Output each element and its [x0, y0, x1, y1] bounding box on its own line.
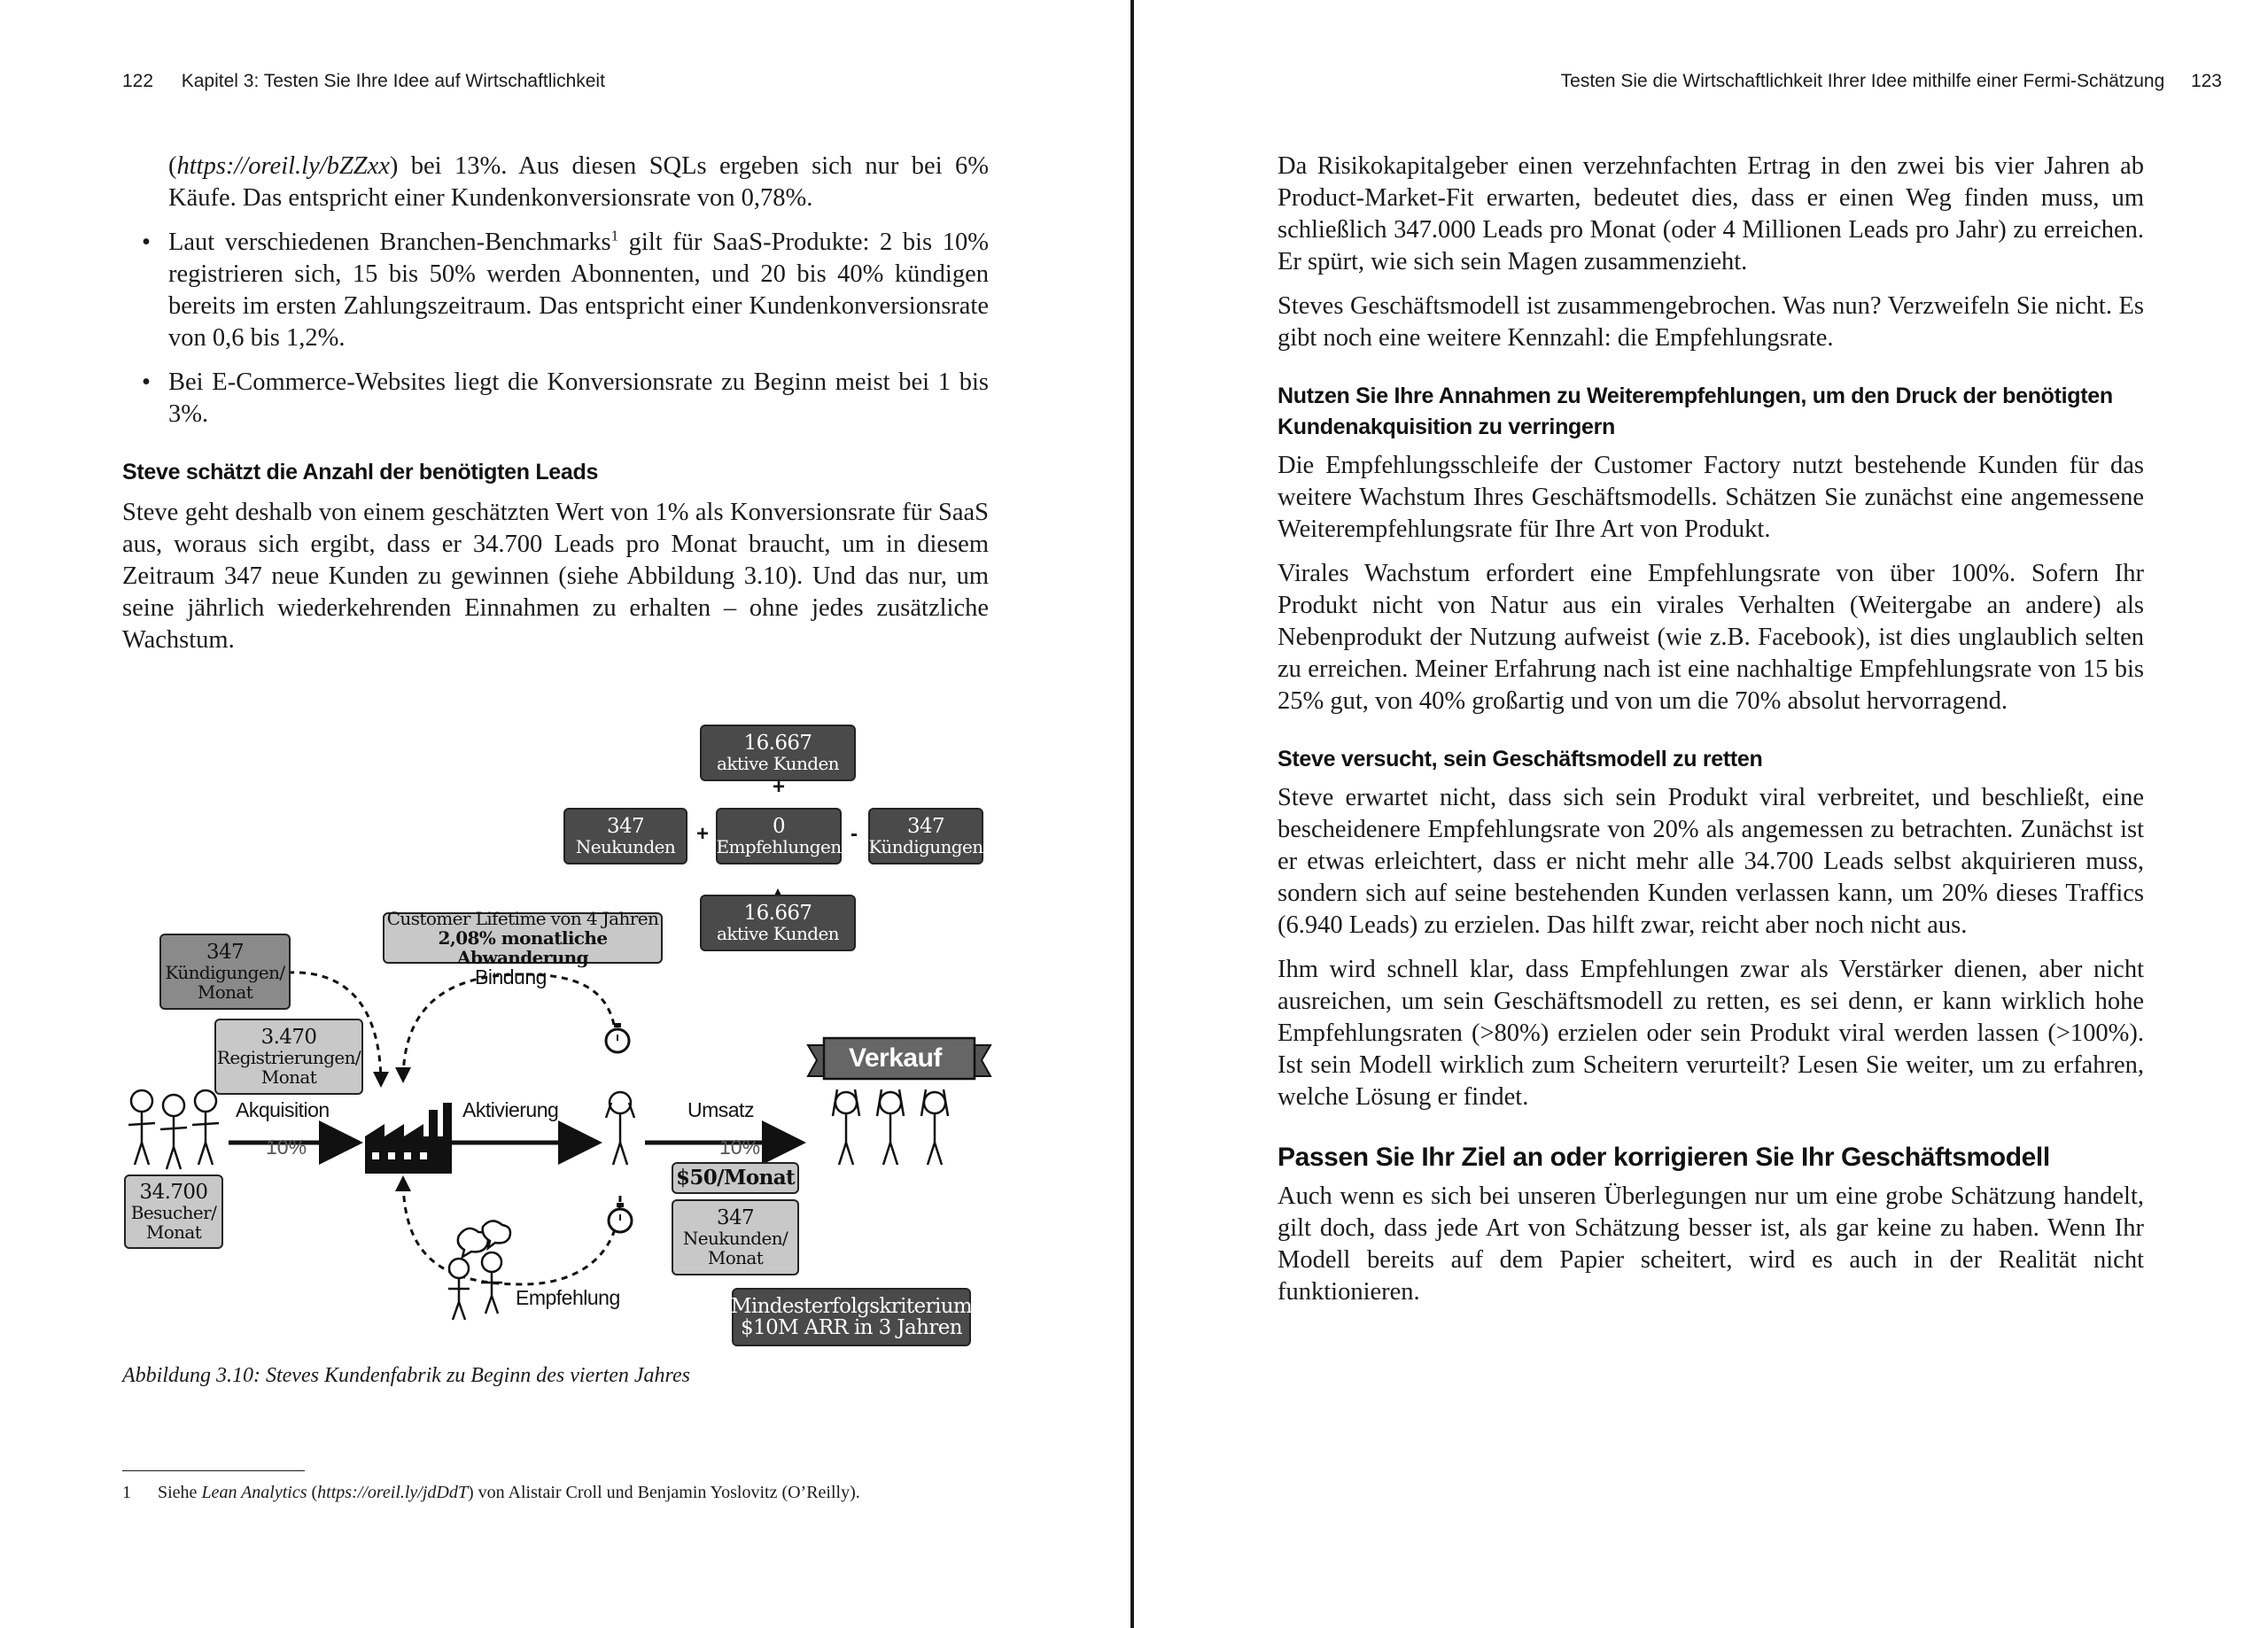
footnote-separator: [122, 1470, 305, 1471]
paragraph-leads: Steve geht deshalb von einem geschätzten Wert von 1% als Konversionsrate für SaaS aus, woraus sich ergibt, dass er 34.700 Leads pro Monat braucht, um in diesem Zeitraum 347 neue Kunden zu gewinnen (siehe Abbildung 3.10). Und das nur, um seine jährlich wiederkehrenden Einnahmen zu erhalten – ohne jedes zusätzliche Wachstum.: [122, 499, 989, 654]
referrals-label: Empfehlungen: [716, 836, 842, 857]
activated-user-icon: [606, 1092, 634, 1165]
footnote-paren: (: [307, 1483, 318, 1502]
retention-label: Bindung: [475, 965, 547, 988]
active-top-number: 16.667: [743, 732, 812, 755]
footnote-link[interactable]: https://oreil.ly/jdDdT: [317, 1483, 468, 1502]
paragraph-referral-loop: Die Empfehlungsschleife der Customer Factory nutzt bestehende Kunden für das weitere Wachstum Ihres Geschäftsmodells. Schätzen Sie zunächst eine angemessene Weiterempfehlungsrate für Ihre Art von Produkt.: [1278, 452, 2144, 543]
signups-box: [214, 1019, 363, 1095]
section-heading-rescue: Steve versucht, sein Geschäftsmodell zu retten: [1278, 747, 1763, 771]
paragraph-collapse: Steves Geschäftsmodell ist zusammengebrochen. Was nun? Verzweifeln Sie nicht. Es gibt noch eine weitere Kennzahl: die Empfehlungsrate.: [1278, 292, 2144, 352]
bullet-ecommerce: • Bei E-Commerce-Websites liegt die Konversionsrate zu Beginn meist bei 1 bis 3%.: [122, 367, 989, 430]
footnote-pre: Siehe: [158, 1483, 202, 1502]
referral-people-icon: [448, 1221, 510, 1320]
referrals-number: 0: [772, 815, 786, 838]
customers-icon: [833, 1089, 948, 1165]
active-bottom-number: 16.667: [743, 902, 812, 925]
referrals-box: [716, 808, 842, 864]
new-customers-month-box: [672, 1199, 799, 1275]
section-heading-referrals: Nutzen Sie Ihre Annahmen zu Weiterempfehlungen, um den Druck der benötigten Kundenakquisition zu verringern: [1278, 384, 2113, 439]
paragraph-amplifier: Ihm wird schnell klar, dass Empfehlungen zwar als Verstärker dienen, aber nicht ausreichen, um sein Geschäftsmodell zu retten, es sei denn, er kann wirklich hohe Empfehlungsraten (>80%) erzielen oder sein Produkt viral werden lassen (>100%). Ist sein Modell wirklich zum Scheitern verurteilt? Lesen Sie weiter, um zu erfahren, welche Lösung er findet.: [1278, 956, 2144, 1111]
dashed-retention-loop: [403, 974, 616, 1081]
plus-operator: +: [696, 822, 710, 846]
active-customers-bottom-box: [700, 895, 856, 951]
intro-link[interactable]: https://oreil.ly/bZZxx: [176, 152, 390, 180]
churned-box: [868, 808, 983, 864]
new-customers-box: [563, 808, 687, 864]
footnote-book-title: Lean Analytics: [201, 1483, 307, 1502]
footnote-ref[interactable]: 1: [610, 227, 619, 244]
visitors-number: 34.700: [139, 1181, 208, 1204]
figure-caption: Abbildung 3.10: Steves Kundenfabrik zu Beginn des vierten Jahres: [122, 1364, 690, 1387]
signups-label1: Registrierungen/: [216, 1047, 361, 1068]
section-heading-adjust: Passen Sie Ihr Ziel an oder korrigieren Sie Ihr Geschäftsmodell: [1278, 1143, 2050, 1172]
page-number: 122: [122, 71, 154, 91]
revenue-rate: 10%: [719, 1136, 761, 1159]
stopwatch-icon: [609, 1203, 632, 1232]
right-page: [1136, 0, 2268, 1628]
footnote-number: 1: [122, 1483, 131, 1502]
price-value: $50/Monat: [675, 1166, 796, 1190]
activation-label: Aktivierung: [462, 1098, 559, 1121]
footnote: [122, 1481, 860, 1504]
intro-paragraph: (https://oreil.ly/bZZxx) bei 13%. Aus diesen SQLs ergeben sich nur bei 6% Käufe. Das entspricht einer Kundenkonversionsrate von 0,78%.: [168, 152, 989, 212]
cancellations-number: 347: [206, 941, 245, 964]
acquisition-label: Akquisition: [236, 1098, 330, 1121]
bullet-saas-b: gilt für SaaS-Produkte: 2 bis 10% registrieren sich, 15 bis 50% werden Abonnenten, und 20 bis 40% kündigen bereits im ersten Zahlungszeitraum. Das entspricht einer Kundenkonversionsrate von 0,6 bis 1,2%.: [168, 229, 989, 352]
visitors-label2: Monat: [145, 1221, 202, 1243]
cancellations-label1: Kündigungen/: [165, 962, 285, 983]
churned-number: 347: [906, 815, 945, 838]
lifetime-line2: 2,08% monatliche Abwanderung: [438, 927, 608, 968]
visitors-label1: Besucher/: [130, 1202, 217, 1223]
cancellations-label2: Monat: [197, 981, 253, 1003]
running-header-right: [1561, 71, 2222, 92]
lifetime-line1: Customer Lifetime von 4 Jahren: [386, 908, 659, 929]
section-title: Testen Sie die Wirtschaftlichkeit Ihrer Idee mithilfe einer Fermi-Schätzung: [1560, 71, 2165, 91]
stopwatch-icon: [606, 1023, 629, 1052]
page-gutter: [1130, 0, 1134, 1628]
minus-operator: -: [850, 822, 858, 846]
active-customers-top-box: [700, 725, 856, 781]
visitor-figures-icon: [128, 1090, 219, 1169]
factory-icon: [365, 1103, 452, 1174]
active-bottom-label: aktive Kunden: [717, 923, 839, 944]
paragraph-vc: Da Risikokapitalgeber einen verzehnfachten Ertrag in den zwei bis vier Jahren ab Product-Market-Fit erwarten, bedeutet dies, dass er einen Weg finden muss, um schließlich 347.000 Leads pro Monat (oder 4 Millionen Leads pro Jahr) zu erreichen. Er spürt, wie sich sein Magen zusammenzieht.: [1278, 152, 2144, 275]
revenue-label: Umsatz: [687, 1098, 754, 1121]
lifetime-box: [383, 908, 663, 968]
new-customers-number: 347: [716, 1206, 755, 1229]
left-page: [0, 0, 1132, 1628]
bullet-saas-a: Laut verschiedenen Branchen-Benchmarks: [168, 229, 611, 256]
success-criterion-box: [732, 1288, 971, 1346]
new-number: 347: [606, 815, 645, 838]
footnote-post: ) von Alistair Croll und Benjamin Yoslovitz (O’Reilly).: [468, 1483, 860, 1502]
visitors-box: [124, 1174, 223, 1249]
new-label: Neukunden: [575, 836, 676, 857]
paragraph-estimate: Auch wenn es sich bei unseren Überlegungen nur um eine grobe Schätzung handelt, gilt doch, dass jede Art von Schätzung besser ist, als gar keine zu haben. Wenn Ihr Modell bereits auf dem Papier scheitert, wird es auch in der Realität nicht funktionieren.: [1278, 1182, 2144, 1306]
sale-banner-label: Verkauf: [849, 1043, 942, 1073]
success-criterion-line2: $10M ARR in 3 Jahren: [741, 1316, 962, 1339]
new-customers-label2: Monat: [707, 1247, 764, 1268]
acquisition-rate: 10%: [266, 1136, 307, 1159]
plus-operator: +: [773, 775, 786, 799]
page-number: 123: [2190, 71, 2222, 91]
new-customers-label1: Neukunden/: [682, 1228, 788, 1249]
dashed-referral-loop: [403, 1178, 620, 1284]
chapter-title: Kapitel 3: Testen Sie Ihre Idee auf Wirtschaftlichkeit: [181, 71, 605, 91]
active-top-label: aktive Kunden: [717, 753, 839, 774]
success-criterion-line1: Mindesterfolgskriterium: [730, 1295, 973, 1318]
paragraph-steve-rate: Steve erwartet nicht, dass sich sein Produkt viral verbreitet, und beschließt, eine bescheidenere Empfehlungsrate von 20% als angemessen zu betrachten. Zunächst ist er etwas erleichtert, dass er nicht mehr alle 34.700 Leads selbst akquirieren muss, sondern sich auf seine bestehenden Kunden verlassen kann, um 20% dieses Traffics (6.940 Leads) zu erzielen. Das hilft zwar, reicht aber noch nicht aus.: [1278, 784, 2144, 939]
price-box: [672, 1162, 799, 1194]
signups-number: 3.470: [260, 1026, 317, 1049]
intro-text: ) bei 13%. Aus diesen SQLs ergeben sich nur bei 6% Käufe. Das entspricht einer Kundenkonversionsrate von 0,78%.: [168, 152, 989, 212]
right-text: [1278, 151, 2144, 1308]
churned-label: Kündigungen: [868, 836, 983, 857]
referral-label: Empfehlung: [516, 1286, 620, 1309]
cancellations-box: [159, 934, 291, 1010]
paragraph-viral: Virales Wachstum erfordert eine Empfehlungsrate von über 100%. Sofern Ihr Produkt nicht von Natur aus ein virales Verhalten (Weitergabe an andere) als Nebenprodukt der Nutzung aufweist (wie z.B. Facebook), ist dies unglaublich selten zu erreichen. Meiner Erfahrung nach ist eine nachhaltige Empfehlungsrate von 15 bis 25% gut, von 40% großartig und von um die 70% absolut hervorragend.: [1278, 560, 2144, 715]
section-heading-leads: Steve schätzt die Anzahl der benötigten Leads: [122, 460, 599, 485]
signups-label2: Monat: [260, 1066, 317, 1088]
